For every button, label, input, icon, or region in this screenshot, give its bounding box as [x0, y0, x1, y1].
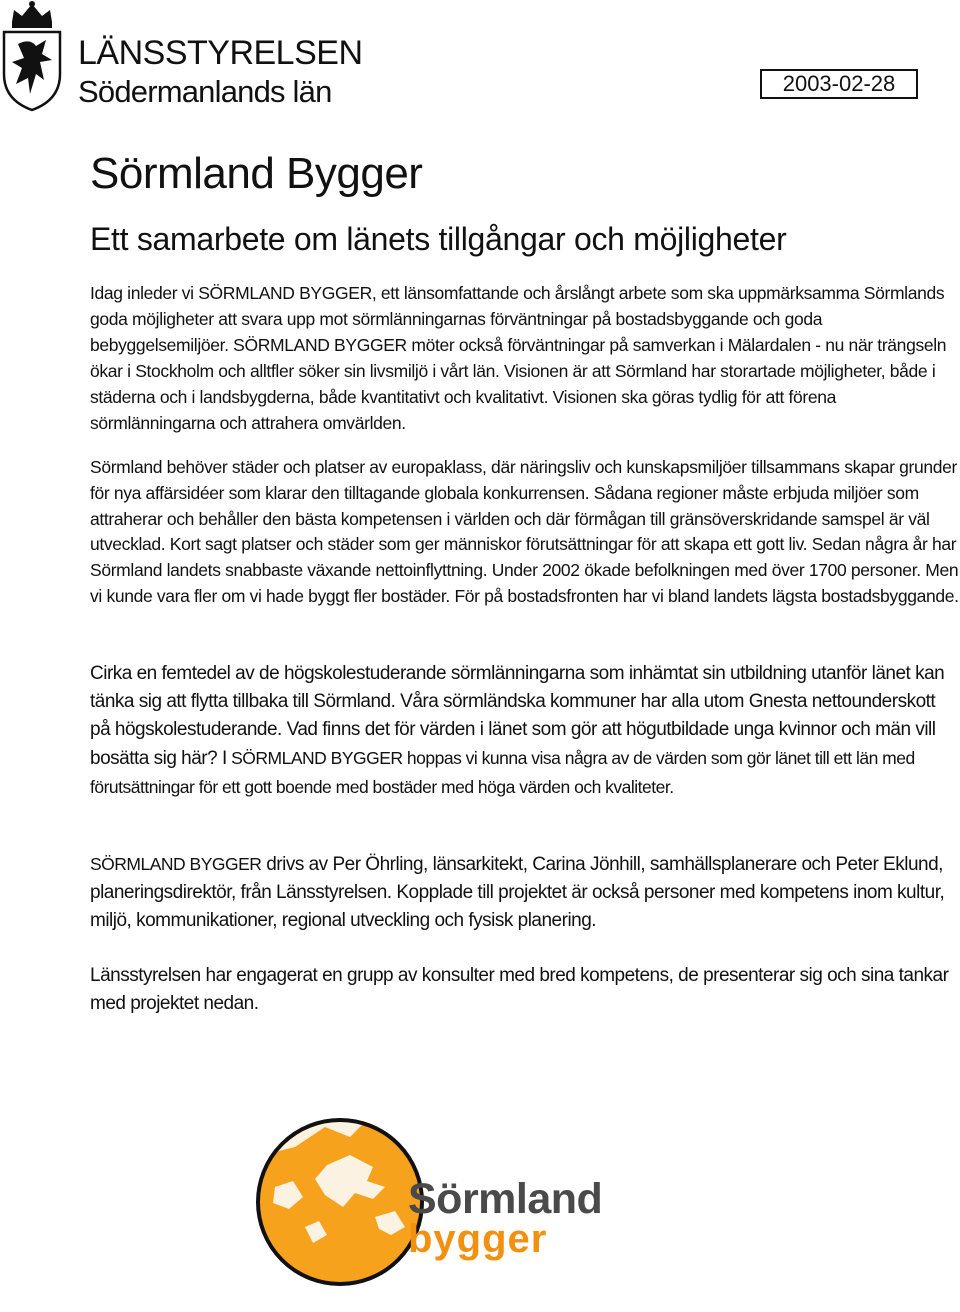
sormland-globe-logo-icon [255, 1117, 425, 1287]
org-county: Södermanlands län [78, 74, 332, 109]
paragraph-students-main: Cirka en femtedel av de högskolestuderande sörmlänningarna som inhämtat sin utbildning utanför länet kan tänka sig att flytta tillbaka till Sörmland. Våra sörmländska kommuner har alla utom Gnesta nettounderskott på högskolestuderande. Vad finns det för värden i länet som gör att högutbildade unga kvinnor och män vill bosätta sig här? I [90, 663, 945, 769]
org-name: LÄNSSTYRELSEN [78, 34, 363, 72]
paragraph-europe: Sörmland behöver städer och platser av europaklass, där näringsliv och kunskapsmiljöer tillsammans skapar grunder för nya affärsidéer som klarar den tilltagande globala konkurrensen. Sådana regioner måste erbjuda miljöer som attraherar och behåller den bästa kompetensen i världen och där förmågan till gränsöverskridande samspel är väl utvecklad. Kort sagt platser och städer som ger människor förutsättningar för att skapa ett gott liv. Sedan några år har Sörmland landets snabbaste växande nettoinflyttning. Under 2002 ökade befolkningen med över 1700 personer. Men vi kunde vara fler om vi hade byggt fler bostäder. För på bostadsfronten har vi bland landets lägsta bostadsbyggande. [90, 457, 959, 606]
project-logo-word-bygger: bygger [408, 1217, 548, 1261]
paragraph-intro: Idag inleder vi SÖRMLAND BYGGER, ett länsomfattande och årslångt arbete som ska uppmärksamma Sörmlands goda möjligheter att svara upp mot sörmlänningarnas förväntningar på bostadsbyggande och goda bebyggelsemiljöer. SÖRMLAND BYGGER möter också förväntningar på samverkan i Mälardalen - nu när trängseln ökar i Stockholm och alltfler söker sin livsmiljö i vårt län. Visionen är att Sörmland har storartade möjligheter, både i städerna och i landsbygderna, både kvantitativt och kvalitativt. Visionen ska göras tydlig för att förena sörmlänningarna och attrahera omvärlden. [90, 283, 947, 433]
paragraph-team [90, 850, 960, 935]
project-name: SÖRMLAND BYGGER [90, 854, 262, 874]
paragraph-students-tail: SÖRMLAND BYGGER hoppas vi kunna visa några av de värden som gör länet till ett län med förutsättningar för ett gott boende med bostäder med höga värden och kvaliteter. [90, 748, 915, 797]
project-logo-word-sormland: Sörmland [408, 1175, 603, 1223]
document-title: Sörmland Bygger [90, 149, 423, 198]
paragraph-team-text: drivs av Per Öhrling, länsarkitekt, Carina Jönhill, samhällsplanerare och Peter Eklund, planeringsdirektör, från Länsstyrelsen. Kopplade till projektet är också personer med kompetens inom kultur, miljö, kommunikationer, regional utveckling och fysisk planering. [90, 854, 945, 931]
coat-of-arms-icon [0, 0, 64, 112]
document-subtitle: Ett samarbete om länets tillgångar och möjligheter [90, 221, 787, 257]
document-date: 2003-02-28 [760, 69, 918, 99]
paragraph-students [90, 660, 960, 802]
paragraph-consultants: Länsstyrelsen har engagerat en grupp av konsulter med bred kompetens, de presenterar sig och sina tankar med projektet nedan. [90, 965, 949, 1014]
